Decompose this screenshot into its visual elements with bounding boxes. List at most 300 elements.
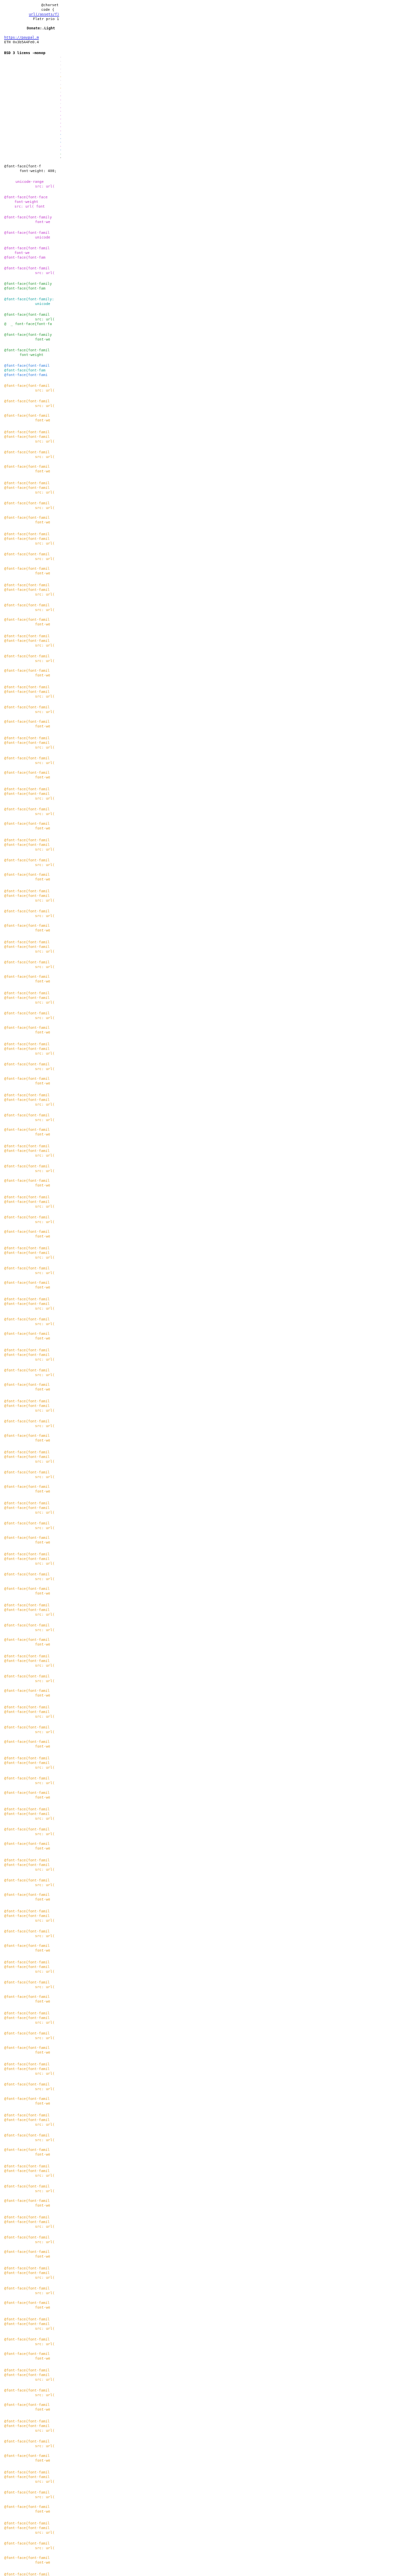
line-gutter xyxy=(4,56,64,160)
block-gap xyxy=(4,2208,64,2215)
block-gap xyxy=(4,970,64,975)
code-line: @font-face{font-famil xyxy=(4,2235,50,2240)
code-line: src: url( xyxy=(35,1730,55,1734)
gutter-marker: · xyxy=(60,87,62,90)
code-line: @font-face{font-famil xyxy=(4,909,50,913)
block-gap xyxy=(4,1311,64,1317)
code-line: src: url( xyxy=(35,2393,55,2397)
code-line: font-we xyxy=(35,928,50,933)
block-gap xyxy=(4,511,64,516)
code-line: @font-face{font-famil xyxy=(4,1368,50,1372)
code-line: src: url( xyxy=(35,2444,55,2448)
code-line: src: url( xyxy=(35,2071,55,2076)
code-line: src: url( xyxy=(35,1459,55,1464)
code-line: src: url( xyxy=(35,2342,55,2346)
code-line: font-we xyxy=(35,877,50,882)
code-line: src: url( xyxy=(35,658,55,663)
block-gap xyxy=(4,1480,64,1485)
code-line: src: url( xyxy=(35,2173,55,2178)
code-line: @font-face{font-family xyxy=(4,215,52,219)
gutter-marker: · xyxy=(60,56,62,59)
code-line: font-we xyxy=(35,1438,50,1443)
block-gap xyxy=(4,2551,64,2556)
block-gap xyxy=(4,1429,64,1434)
code-line: @font-face{font-famil xyxy=(4,1046,50,1051)
code-line: font-we xyxy=(35,337,50,342)
code-line: @font-face{font-famil xyxy=(4,654,50,658)
code-line: font-we xyxy=(35,1897,50,1902)
code-line: @font-face{font-famil xyxy=(4,1454,50,1459)
block-gap xyxy=(4,1770,64,1776)
code-line: @font-face{font-famil xyxy=(4,1623,50,1628)
code-line: @font-face{font-famil xyxy=(4,1725,50,1730)
block-gap xyxy=(4,2296,64,2301)
code-line: src: url( xyxy=(35,2377,55,2382)
code-line: @font-face{font-famil xyxy=(4,348,50,352)
code-line: @font-face{font-famil xyxy=(4,719,50,724)
block-gap xyxy=(4,984,64,991)
code-line: @font-face{font-famil xyxy=(4,1113,50,1117)
code-line: src: url( xyxy=(35,270,55,275)
block-gap xyxy=(4,664,64,669)
gutter-marker: · xyxy=(60,102,62,106)
code-line: @font-face{font-famil xyxy=(4,552,50,556)
code-line: @font-face{font-famil xyxy=(4,1688,50,1693)
code-line: @font-face{font-famil xyxy=(4,587,50,592)
code-line: font-we xyxy=(35,673,50,677)
code-line: font-we xyxy=(35,1795,50,1800)
code-line: @font-face{font-famil xyxy=(4,1862,50,1867)
code-line: src: url( xyxy=(35,490,55,495)
code-line: src: url( xyxy=(35,1714,55,1719)
block-gap xyxy=(4,1582,64,1587)
code-line: @font-face{font-famil xyxy=(4,2082,50,2087)
code-line: @font-face{font-famil xyxy=(4,1776,50,1781)
gutter-marker: · xyxy=(60,121,62,125)
code-line: @font-face{font-famil xyxy=(4,1250,50,1255)
code-line: @font-face{font-famil xyxy=(4,2490,50,2495)
code-line: @font-face{font-famil xyxy=(4,923,50,928)
code-line: @font-face{font-famil xyxy=(4,1301,50,1306)
code-line: font-we xyxy=(35,1693,50,1698)
code-line: src: url( xyxy=(35,2495,55,2499)
block-gap xyxy=(4,160,64,164)
code-line: src: url( xyxy=(35,1306,55,1311)
gutter-marker: · xyxy=(60,67,62,71)
code-line: @font-face{font-famil xyxy=(4,2439,50,2444)
code-line: src: url( xyxy=(35,1969,55,1974)
gutter-marker: · xyxy=(60,156,62,160)
code-line: src: url( xyxy=(35,745,55,750)
code-line: @font-face{font-famil xyxy=(4,501,50,505)
block-gap xyxy=(4,409,64,414)
block-gap xyxy=(4,1851,64,1858)
code-line: src: url( xyxy=(35,2189,55,2193)
block-gap xyxy=(4,1378,64,1383)
code-line: @font-face{font-famil xyxy=(4,1654,50,1658)
code-line: font-we xyxy=(35,1081,50,1086)
code-line: @font-face{font-famil xyxy=(4,1144,50,1148)
code-line: @font-face{font-famil xyxy=(4,2133,50,2138)
code-line: @font-face{font-famil xyxy=(4,2555,50,2560)
code-line: @font-face{font-famil xyxy=(4,1042,50,1046)
code-line: src: url( xyxy=(35,796,55,801)
code-line: @font-face{font-famil xyxy=(4,1827,50,1832)
block-gap xyxy=(4,2331,64,2337)
block-gap xyxy=(4,546,64,552)
block-gap xyxy=(4,1188,64,1195)
code-line: src: url( xyxy=(35,2291,55,2295)
code-line: @font-face{font-famil xyxy=(4,1807,50,1811)
code-line: @font-face{font-famil xyxy=(4,2117,50,2122)
code-line: src: url( xyxy=(35,1663,55,1668)
code-line: src: url( xyxy=(35,1015,55,1020)
block-gap xyxy=(4,1617,64,1623)
code-line: font-we xyxy=(35,2305,50,2310)
code-line: @font-face{font-famil xyxy=(4,1674,50,1679)
code-line: font-we xyxy=(35,724,50,728)
code-line: src: url( xyxy=(35,2479,55,2484)
code-line: @font-face{font-famil xyxy=(4,536,50,541)
code-line: @font-face{font-famil xyxy=(4,583,50,587)
code-line: @font-face{font-famil xyxy=(4,2164,50,2168)
code-line: font-we xyxy=(35,520,50,524)
code-line: src: url( xyxy=(35,1051,55,1056)
code-line: @font-face{font-famil xyxy=(4,2168,50,2173)
code-line: @font-face{font-famil xyxy=(4,2113,50,2117)
code-line: font-we xyxy=(14,250,30,255)
code-line: font-we xyxy=(35,2356,50,2361)
code-line: src: url( xyxy=(35,1270,55,1275)
block-gap xyxy=(4,2076,64,2082)
code-line: @font-face{font-f xyxy=(4,164,41,168)
gutter-marker: · xyxy=(60,137,62,141)
code-line: @font-face{font-famil xyxy=(4,1892,50,1897)
code-line: src: url( xyxy=(35,760,55,765)
code-line: @font-face{font-famil xyxy=(4,1535,50,1540)
code-line: src: url( xyxy=(35,556,55,561)
code-line: @font-face{font-famil xyxy=(4,940,50,944)
block-gap xyxy=(4,2259,64,2266)
code-line: src: url( xyxy=(35,949,55,954)
code-line: @font-face{font-famil xyxy=(4,617,50,622)
code-line: src: url( xyxy=(35,1781,55,1785)
block-gap xyxy=(4,2004,64,2011)
block-gap xyxy=(4,1056,64,1062)
code-line: src: url( font xyxy=(14,204,45,209)
file-header xyxy=(4,3,64,45)
code-line: @font-face{font-famil xyxy=(4,1215,50,1219)
code-line: @font-face{font-famil xyxy=(4,1909,50,1913)
code-line: @font-face{font-famil xyxy=(4,1739,50,1744)
block-gap xyxy=(4,613,64,618)
code-line: @font-face{font-famil xyxy=(4,2402,50,2407)
code-line: @font-face{font-famil xyxy=(4,1811,50,1816)
code-line: @font-face{font-famil xyxy=(4,1297,50,1301)
block-gap xyxy=(4,1923,64,1929)
gutter-marker: · xyxy=(60,59,62,63)
code-line: src: url( xyxy=(35,2036,55,2040)
code-line: src: url( xyxy=(35,1153,55,1158)
block-gap xyxy=(4,444,64,450)
code-line: @font-face{font-famil xyxy=(4,2419,50,2424)
code-line: @font-face{font-famil xyxy=(4,1760,50,1765)
block-gap xyxy=(4,358,64,364)
code-line: @font-face{font-famil xyxy=(4,736,50,740)
block-gap xyxy=(4,1596,64,1603)
block-gap xyxy=(4,1276,64,1281)
block-gap xyxy=(4,2361,64,2368)
code-line: @font-face{font-famil xyxy=(4,2372,50,2377)
code-line: font-we xyxy=(35,622,50,626)
code-line: src: url( xyxy=(35,592,55,597)
code-line: src: url( xyxy=(35,1918,55,1923)
block-gap xyxy=(4,1888,64,1893)
code-line: @font-face{font-face xyxy=(4,195,48,199)
code-line: @font-face{font-famil xyxy=(4,2321,50,2326)
code-line: @font-face{font-famil xyxy=(4,1521,50,1526)
code-line: @font-face{font-famil xyxy=(4,821,50,826)
gutter-marker: · xyxy=(60,82,62,87)
block-gap xyxy=(4,1072,64,1077)
code-line: @font-face{font-famil xyxy=(4,689,50,694)
code-line: src: url( xyxy=(35,317,55,321)
code-line: font-we xyxy=(35,2203,50,2208)
block-gap xyxy=(4,1545,64,1552)
code-line: src: url( xyxy=(35,1357,55,1362)
code-line: @font-face{font-famil xyxy=(4,1011,50,1015)
code-line: @font-face{font-famil xyxy=(4,430,50,434)
block-gap xyxy=(4,2565,64,2572)
code-line: @font-face{font-famil xyxy=(4,842,50,847)
code-line: src: url( xyxy=(35,607,55,612)
code-line: @font-face{font-famil xyxy=(4,246,50,250)
block-gap xyxy=(4,2055,64,2062)
block-gap xyxy=(4,2500,64,2505)
code-line: font-we xyxy=(35,2101,50,2106)
block-gap xyxy=(4,174,64,180)
code-line: @font-face{font-famil xyxy=(4,1470,50,1475)
block-gap xyxy=(4,276,64,282)
code-line: font-we xyxy=(35,418,50,422)
code-line: @font-face{font-famil xyxy=(4,2337,50,2342)
block-gap xyxy=(4,1260,64,1266)
code-line: @font-face{font-famil xyxy=(4,566,50,571)
block-gap xyxy=(4,460,64,465)
code-line: font-we xyxy=(35,2152,50,2157)
code-line: @font-face{font-family xyxy=(4,281,52,286)
code-line: font-we xyxy=(35,219,50,224)
code-line: @font-face{font-famil xyxy=(4,1317,50,1321)
code-line: font-we xyxy=(35,1846,50,1851)
code-line: src: url( xyxy=(35,1883,55,1887)
code-line: @font-face{font-famil xyxy=(4,2249,50,2254)
code-line: @font-face{font-famil xyxy=(4,756,50,760)
gutter-marker: · xyxy=(60,148,62,152)
code-line: src: url( xyxy=(35,2087,55,2091)
block-gap xyxy=(4,2229,64,2235)
code-line: @font-face{font-fam xyxy=(4,255,46,260)
block-gap xyxy=(4,2463,64,2470)
code-line: unicode-range xyxy=(15,179,44,184)
code-line: unicode xyxy=(35,301,50,306)
code-line: font-we xyxy=(35,2254,50,2259)
code-line: @font-face{font-famil xyxy=(4,1382,50,1387)
code-line: @font-face{font-famil xyxy=(4,1960,50,1964)
code-line: src: url( xyxy=(35,1765,55,1770)
code-line: src: url( xyxy=(35,1510,55,1515)
license-heading: BSD 3 licens -monop xyxy=(4,51,46,55)
block-gap xyxy=(4,1290,64,1297)
header-line: Flatr prio 1 xyxy=(33,17,59,21)
code-line: font-we xyxy=(35,1744,50,1749)
code-line: font-we xyxy=(35,571,50,575)
code-line: src: url( xyxy=(35,2138,55,2142)
code-line: src: url( xyxy=(35,1832,55,1836)
code-line: @font-face{font-famil xyxy=(4,2521,50,2526)
block-gap xyxy=(4,1668,64,1674)
code-line: src: url( xyxy=(35,1526,55,1530)
code-line: @font-face{font-famil xyxy=(4,485,50,490)
code-line: @font-face{font-famil xyxy=(4,1705,50,1709)
code-line: src: url( xyxy=(35,1255,55,1260)
code-line: @font-face{font-famil xyxy=(4,740,50,745)
block-gap xyxy=(4,1719,64,1725)
code-line: @font-face{font-famil xyxy=(4,807,50,811)
block-gap xyxy=(4,1494,64,1501)
code-line: @font-face{font-famil xyxy=(4,1419,50,1423)
code-line: src: url( xyxy=(35,454,55,459)
block-gap xyxy=(4,817,64,822)
code-line: font-we xyxy=(35,2407,50,2412)
block-gap xyxy=(4,1735,64,1740)
block-gap xyxy=(4,1392,64,1399)
code-line: @font-face{font-famil xyxy=(4,464,50,469)
block-gap xyxy=(4,1974,64,1980)
code-line: @font-face{font-famil xyxy=(4,1352,50,1357)
code-line: @font-face{font-fami xyxy=(4,372,48,377)
code-line: @font-face{font-famil xyxy=(4,1164,50,1168)
block-gap xyxy=(4,699,64,705)
code-line: @font-face{font-famil xyxy=(4,1572,50,1577)
block-gap xyxy=(4,919,64,924)
code-line: font-weight: 400; xyxy=(20,168,57,173)
code-line: @font-face{font-famil xyxy=(4,2368,50,2372)
block-gap xyxy=(4,423,64,430)
gutter-marker: · xyxy=(60,110,62,113)
code-line: font-we xyxy=(35,1948,50,1953)
code-line: @font-face{font-famil xyxy=(4,603,50,607)
code-line: @font-face{font-famil xyxy=(4,1756,50,1760)
block-gap xyxy=(4,1413,64,1419)
code-line: @font-face{font-famil xyxy=(4,2317,50,2321)
code-line: font-weight xyxy=(20,352,44,357)
code-line: @font-face{font-famil xyxy=(4,2300,50,2305)
code-line: src: url( xyxy=(35,1117,55,1122)
code-line: src: url( xyxy=(35,2546,55,2550)
code-line: @font-face{font-famil xyxy=(4,1505,50,1510)
block-gap xyxy=(4,2484,64,2490)
block-gap xyxy=(4,189,64,195)
code-line: src: url( xyxy=(35,1475,55,1479)
code-line: @font-face{font-famil xyxy=(4,2453,50,2458)
gutter-marker: · xyxy=(60,141,62,144)
header-line: ETH 0x3b5A4Fe0.4 xyxy=(4,40,39,44)
code-line: src: url( xyxy=(35,709,55,714)
code-line: @font-face{font-famil xyxy=(4,1552,50,1556)
block-gap xyxy=(4,627,64,634)
block-gap xyxy=(4,393,64,399)
code-line: @font-face{font-famil xyxy=(4,2215,50,2219)
code-line: @font-face{font-famil xyxy=(4,1266,50,1270)
block-gap xyxy=(4,1158,64,1164)
code-line: font-we xyxy=(35,2560,50,2565)
code-line: font-we xyxy=(35,1591,50,1596)
block-gap xyxy=(4,1086,64,1093)
block-gap xyxy=(4,2127,64,2133)
code-line: @font-face{font-famil xyxy=(4,1790,50,1795)
code-line: src: url( xyxy=(35,1985,55,1989)
code-line: src: url( xyxy=(35,1934,55,1938)
header-line[interactable]: https://paypal.m xyxy=(4,36,39,40)
header-line xyxy=(4,31,64,36)
block-gap xyxy=(4,495,64,501)
code-line: @font-face{font-famil xyxy=(4,1403,50,1408)
block-gap xyxy=(4,2535,64,2541)
header-line[interactable]: url(/assets/f) xyxy=(29,12,60,16)
code-line: @font-face{font-famil xyxy=(4,995,50,1000)
code-line: font-we xyxy=(35,1489,50,1494)
code-line: @font-face{font-famil xyxy=(4,230,50,235)
block-gap xyxy=(4,2025,64,2031)
code-line: @font-face{font-famil xyxy=(4,974,50,979)
block-gap xyxy=(4,225,64,231)
code-line: @font-face{font-fam xyxy=(4,286,46,291)
code-line: src: url( xyxy=(35,2530,55,2535)
code-line: @font-face{font-famil xyxy=(4,2198,50,2203)
block-gap xyxy=(4,1123,64,1128)
code-line: src: url( xyxy=(35,1628,55,1632)
block-gap xyxy=(4,2157,64,2164)
code-line: src: url( xyxy=(35,2275,55,2280)
code-line: font-we xyxy=(35,2458,50,2463)
block-gap xyxy=(4,1531,64,1536)
block-gap xyxy=(4,1953,64,1960)
code-line: @font-face{font-famil xyxy=(4,2424,50,2428)
block-gap xyxy=(4,852,64,858)
code-line: @font-face{font-famil xyxy=(4,1637,50,1642)
code-line: font-we xyxy=(35,1183,50,1188)
block-gap xyxy=(4,868,64,873)
block-gap xyxy=(4,1362,64,1368)
block-gap xyxy=(4,1137,64,1144)
block-gap xyxy=(4,1872,64,1878)
code-line: @font-face{font-famil xyxy=(4,838,50,842)
code-line: @font-face{font-famil xyxy=(4,787,50,791)
code-line: @font-face{font-famil xyxy=(4,1399,50,1403)
code-line: @font-face{font-famil xyxy=(4,2015,50,2020)
block-gap xyxy=(4,1566,64,1572)
code-line: @font-face{font-family: xyxy=(4,297,54,301)
code-line: unicode xyxy=(35,235,50,240)
code-line: @font-face{font-famil xyxy=(4,1127,50,1132)
block-gap xyxy=(4,1837,64,1842)
code-line: @font-face{font-famil xyxy=(4,2062,50,2066)
code-line: font-we xyxy=(35,1336,50,1341)
block-gap xyxy=(4,2382,64,2388)
block-gap xyxy=(4,1225,64,1230)
block-gap xyxy=(4,562,64,567)
